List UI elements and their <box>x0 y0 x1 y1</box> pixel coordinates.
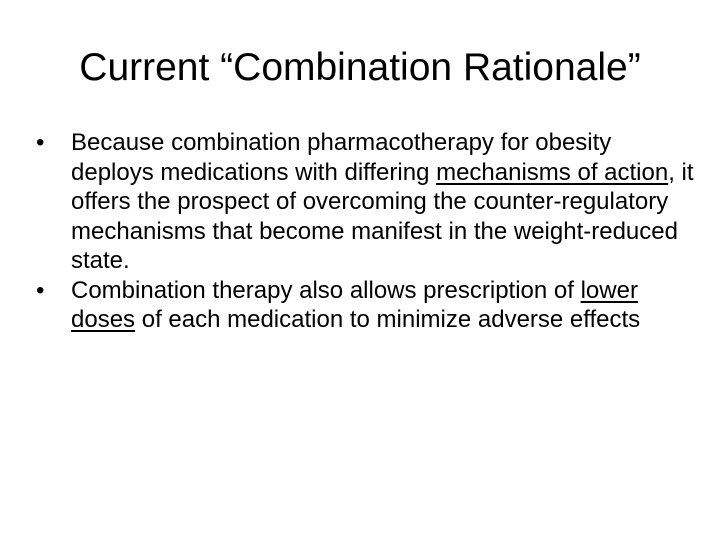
bullet-text-end: , it offers the prospect of overcoming the counter-regulatory mechanisms that become manifest in the weight-reduced state. <box>71 158 694 274</box>
bullet-list <box>36 128 696 335</box>
underlined-phrase-lower-doses: lower doses <box>71 276 638 333</box>
underlined-phrase-mechanisms-of-action: mechanisms of action <box>436 158 669 186</box>
bullet-item-lower-doses <box>36 276 696 335</box>
bullet-marker: • <box>36 129 45 156</box>
bullet-text-end: of each medication to minimize adverse effects <box>135 306 641 333</box>
bullet-text-start: Because combination pharmacotherapy for obesity deploys medications with differing <box>71 129 612 186</box>
bullet-text-start: Combination therapy also allows prescription of <box>71 276 581 304</box>
bullet-marker: • <box>36 276 45 304</box>
slide-title: Current “Combination Rationale” <box>79 46 641 89</box>
bullet-item-combination-rationale <box>36 128 696 276</box>
